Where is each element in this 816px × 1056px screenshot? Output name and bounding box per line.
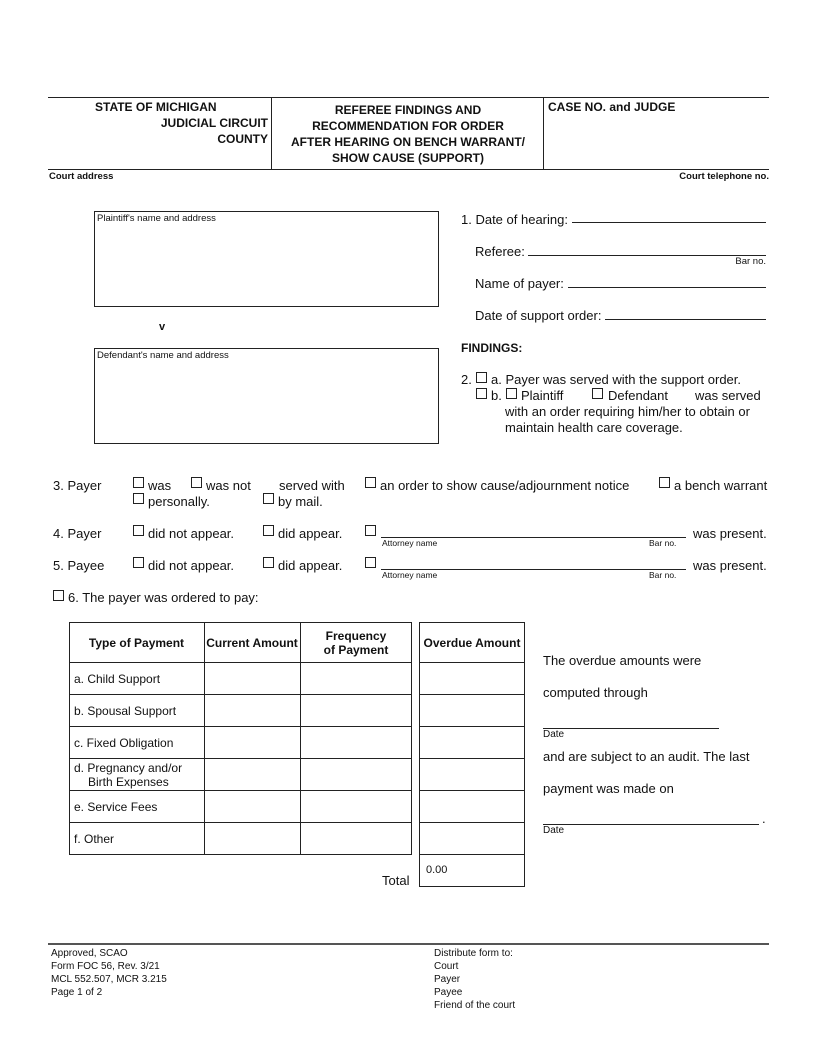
item-4-did-appear-checkbox[interactable]: [263, 525, 274, 536]
referee-label: Referee:: [475, 244, 525, 259]
last-payment-date-field[interactable]: [543, 824, 759, 825]
payer-name-field[interactable]: [568, 287, 766, 288]
item-3-was-checkbox[interactable]: [133, 477, 144, 488]
col-header-frequency-1: Frequency: [325, 629, 387, 643]
last-payment-period: .: [762, 811, 766, 826]
state-label: STATE OF MICHIGAN: [95, 100, 217, 114]
other-current-cell[interactable]: [205, 823, 300, 854]
col-header-current: Current Amount: [206, 636, 298, 650]
item-5-did-appear-label: did appear.: [278, 558, 343, 573]
row-pregnancy-label-1: d. Pregnancy and/or: [74, 761, 183, 775]
item-4-label: 4. Payer: [53, 526, 102, 541]
item-3-served-with: served with: [279, 478, 345, 493]
item-3-by-mail-checkbox[interactable]: [263, 493, 274, 504]
item-3-was-not-label: was not: [206, 478, 251, 493]
service-fees-current-cell[interactable]: [205, 791, 300, 822]
findings-heading: FINDINGS:: [461, 341, 523, 355]
col-header-type: Type of Payment: [88, 636, 185, 650]
item-5-attorney-name-label: Attorney name: [382, 570, 438, 580]
form-title-line-1: REFEREE FINDINGS AND: [334, 103, 482, 117]
hearing-date-label: 1. Date of hearing:: [461, 212, 568, 227]
form-title-line-4: SHOW CAUSE (SUPPORT): [331, 151, 484, 165]
overdue-note-line-4: payment was made on: [543, 781, 674, 796]
support-order-date-label: Date of support order:: [475, 308, 602, 323]
item-4-bar-no-label: Bar no.: [649, 538, 677, 548]
child-support-frequency-cell[interactable]: [301, 663, 412, 694]
row-spousal-support-label: b. Spousal Support: [74, 704, 177, 718]
item-6-checkbox[interactable]: [53, 590, 64, 601]
other-frequency-cell[interactable]: [301, 823, 412, 854]
case-no-label: CASE NO. and JUDGE: [548, 100, 676, 114]
col-header-overdue: Overdue Amount: [423, 636, 521, 650]
item-2b-label: b.: [491, 388, 502, 403]
fixed-obligation-overdue-cell[interactable]: [420, 727, 524, 758]
pregnancy-current-cell[interactable]: [205, 759, 300, 790]
pregnancy-frequency-cell[interactable]: [301, 759, 412, 790]
item-3-by-mail-label: by mail.: [278, 494, 323, 509]
versus-label: v: [159, 321, 166, 333]
overdue-row-rule-6: [419, 854, 525, 855]
computed-through-date-label: Date: [543, 729, 565, 740]
item-5-was-present: was present.: [693, 558, 767, 573]
item-5-bar-no-label: Bar no.: [649, 570, 677, 580]
item-2b-checkbox[interactable]: [476, 388, 487, 399]
item-4-attorney-name-label: Attorney name: [382, 538, 438, 548]
referee-bar-no-label: Bar no.: [735, 256, 766, 267]
footer-form-number: Form FOC 56, Rev. 3/21: [51, 961, 160, 972]
item-3-personally-label: personally.: [148, 494, 210, 509]
footer-dist-friend: Friend of the court: [434, 1000, 516, 1011]
defendant-label: Defendant's name and address: [97, 350, 229, 361]
item-3-bench-warrant-label: a bench warrant: [674, 478, 768, 493]
pregnancy-overdue-cell[interactable]: [420, 759, 524, 790]
item-6-label: 6. The payer was ordered to pay:: [68, 590, 259, 605]
item-2b-line-2: with an order requiring him/her to obtain or: [505, 404, 750, 419]
last-payment-date-label: Date: [543, 825, 565, 836]
item-3-was-label: was: [148, 478, 172, 493]
item-3-label: 3. Payer: [53, 478, 102, 493]
row-child-support-label: a. Child Support: [74, 672, 161, 686]
spousal-support-frequency-cell[interactable]: [301, 695, 412, 726]
footer-rule: [48, 943, 769, 945]
footer-dist-payer: Payer: [434, 974, 461, 985]
item-2b-plaintiff-checkbox[interactable]: [506, 388, 517, 399]
computed-through-date-field[interactable]: [543, 728, 719, 729]
court-address-label: Court address: [49, 171, 114, 182]
header-bottom-rule: [48, 169, 769, 170]
item-5-did-not-appear-label: did not appear.: [148, 558, 235, 573]
item-2-number: 2.: [461, 372, 472, 387]
row-pregnancy-label-2: Birth Expenses: [88, 775, 169, 789]
item-2b-defendant-label: Defendant: [608, 388, 668, 403]
item-3-bench-warrant-checkbox[interactable]: [659, 477, 670, 488]
overdue-note-line-1: The overdue amounts were: [543, 653, 702, 668]
form-title-line-3: AFTER HEARING ON BENCH WARRANT/: [291, 135, 525, 149]
item-4-was-present: was present.: [693, 526, 767, 541]
footer-mcl: MCL 552.507, MCR 3.215: [51, 974, 167, 985]
fixed-obligation-current-cell[interactable]: [205, 727, 300, 758]
service-fees-overdue-cell[interactable]: [420, 791, 524, 822]
child-support-current-cell[interactable]: [205, 663, 300, 694]
item-2b-plaintiff-label: Plaintiff: [521, 388, 564, 403]
child-support-overdue-cell[interactable]: [420, 663, 524, 694]
plaintiff-label: Plaintiff's name and address: [97, 213, 216, 224]
defendant-box[interactable]: [94, 348, 439, 444]
footer-dist-payee: Payee: [434, 987, 463, 998]
row-service-fees-label: e. Service Fees: [74, 800, 158, 814]
row-other-label: f. Other: [74, 832, 115, 846]
col-header-frequency-2: of Payment: [323, 643, 389, 657]
item-4-did-not-appear-checkbox[interactable]: [133, 525, 144, 536]
item-3-was-not-checkbox[interactable]: [191, 477, 202, 488]
service-fees-frequency-cell[interactable]: [301, 791, 412, 822]
referee-field[interactable]: [528, 255, 766, 256]
plaintiff-box[interactable]: [94, 211, 439, 307]
court-telephone-label: Court telephone no.: [679, 171, 769, 182]
item-4-did-appear-label: did appear.: [278, 526, 343, 541]
row-fixed-obligation-label: c. Fixed Obligation: [74, 736, 174, 750]
county-label: COUNTY: [217, 132, 268, 146]
footer-dist-court: Court: [434, 961, 459, 972]
support-order-date-field[interactable]: [605, 319, 766, 320]
fixed-obligation-frequency-cell[interactable]: [301, 727, 412, 758]
item-2b-defendant-checkbox[interactable]: [592, 388, 603, 399]
spousal-support-current-cell[interactable]: [205, 695, 300, 726]
header-top-rule: [48, 97, 769, 98]
spousal-support-overdue-cell[interactable]: [420, 695, 524, 726]
item-5-did-appear-checkbox[interactable]: [263, 557, 274, 568]
overdue-note-line-3: and are subject to an audit. The last: [543, 749, 750, 764]
item-3-show-cause-checkbox[interactable]: [365, 477, 376, 488]
footer-approved: Approved, SCAO: [51, 948, 128, 959]
footer-page: Page 1 of 2: [51, 987, 103, 998]
payer-name-label: Name of payer:: [475, 276, 564, 291]
item-5-attorney-checkbox[interactable]: [365, 557, 376, 568]
total-value[interactable]: 0.00: [426, 864, 448, 876]
court-label: JUDICIAL CIRCUIT: [160, 116, 268, 130]
item-4-did-not-appear-label: did not appear.: [148, 526, 235, 541]
item-4-attorney-checkbox[interactable]: [365, 525, 376, 536]
total-label: Total: [382, 873, 410, 888]
item-3-show-cause-label: an order to show cause/adjournment notice: [380, 478, 630, 493]
item-3-personally-checkbox[interactable]: [133, 493, 144, 504]
item-5-did-not-appear-checkbox[interactable]: [133, 557, 144, 568]
form-title-line-2: RECOMMENDATION FOR ORDER: [312, 119, 504, 133]
item-2b-line-3: maintain health care coverage.: [505, 420, 683, 435]
other-overdue-cell[interactable]: [420, 823, 524, 854]
overdue-note-line-2: computed through: [543, 685, 648, 700]
item-5-label: 5. Payee: [53, 558, 105, 573]
footer-distribute: Distribute form to:: [434, 948, 513, 959]
hearing-date-field[interactable]: [572, 222, 766, 223]
item-2b-was-served: was served: [695, 388, 761, 403]
item-2a-checkbox[interactable]: [476, 372, 487, 383]
item-2a-text: a. Payer was served with the support order.: [491, 372, 742, 387]
